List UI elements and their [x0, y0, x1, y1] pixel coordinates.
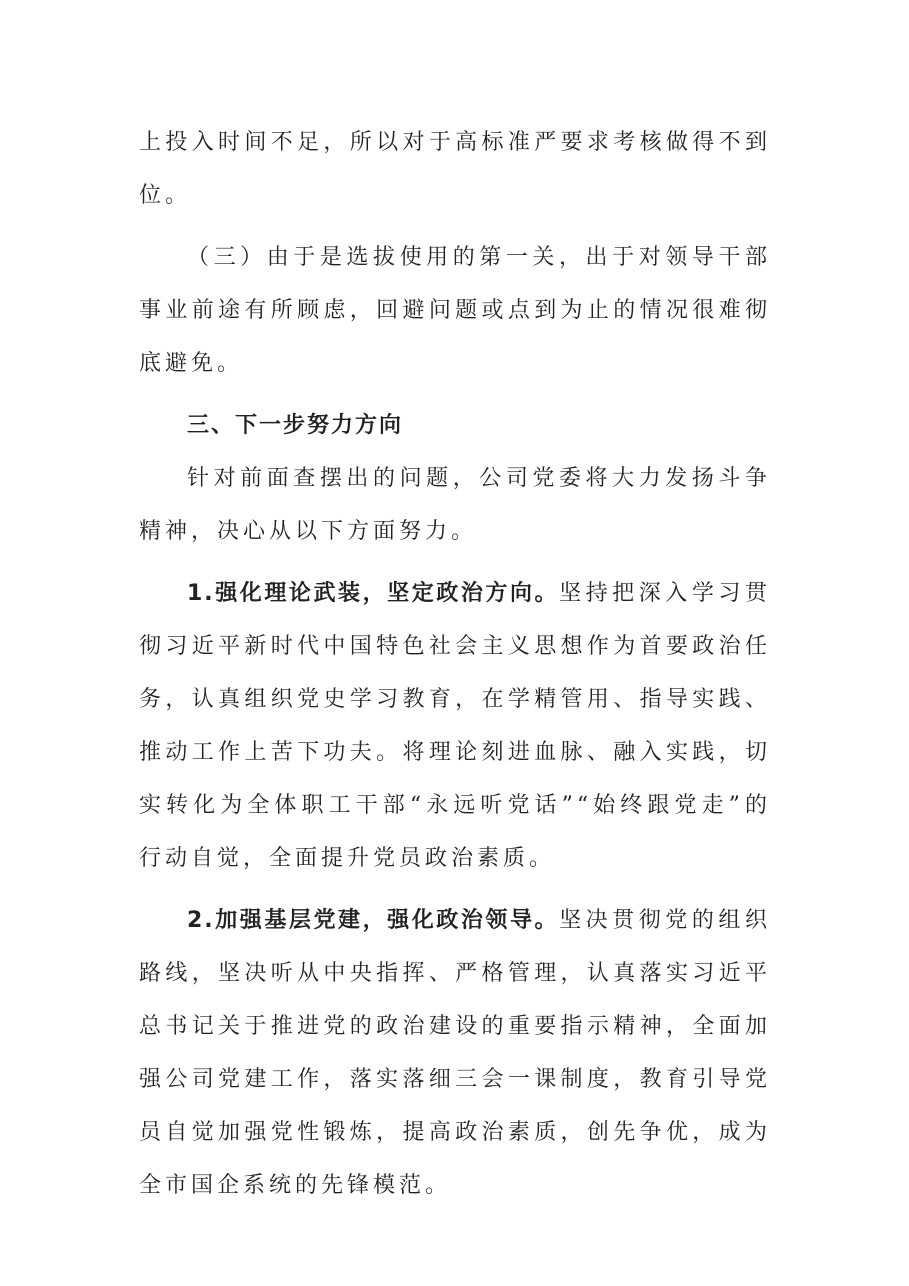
point-1-body: 坚持把深入学习贯彻习近平新时代中国特色社会主义思想作为首要政治任务，认真组织党史学习教育，在学精管用、指导实践、推动工作上苦下功夫。将理论刻进血脉、融入实践，切实转化为全体职工干部“永远听党话”“始终跟党走”的行动自觉，全面提升党员政治素质。 — [139, 581, 771, 871]
paragraph-point-1 — [139, 567, 771, 885]
paragraph-intro: 针对前面查摆出的问题，公司党委将大力发扬斗争精神，决心从以下方面努力。 — [139, 466, 771, 544]
point-2-title: 2.加强基层党建，强化政治领导。 — [187, 908, 560, 933]
document-body — [139, 116, 771, 1212]
paragraph-point-2 — [139, 894, 771, 1212]
point-2-body: 坚决贯彻党的组织路线，坚决听从中央指挥、严格管理，认真落实习近平总书记关于推进党的政治建设的重要指示精神，全面加强公司党建工作，落实落细三会一课制度，教育引导党员自觉加强党性锻炼，提高政治素质，创先争优，成为全市国企系统的先锋模范。 — [139, 908, 771, 1198]
paragraph-continuation: 上投入时间不足，所以对于高标准严要求考核做得不到位。 — [139, 130, 771, 208]
section-heading: 三、下一步努力方向 — [187, 413, 404, 438]
paragraph-item-three: （三）由于是选拔使用的第一关，出于对领导干部事业前途有所顾虑，回避问题或点到为止的情况很难彻底避免。 — [139, 245, 771, 376]
point-1-title: 1.强化理论武装，坚定政治方向。 — [187, 581, 560, 606]
